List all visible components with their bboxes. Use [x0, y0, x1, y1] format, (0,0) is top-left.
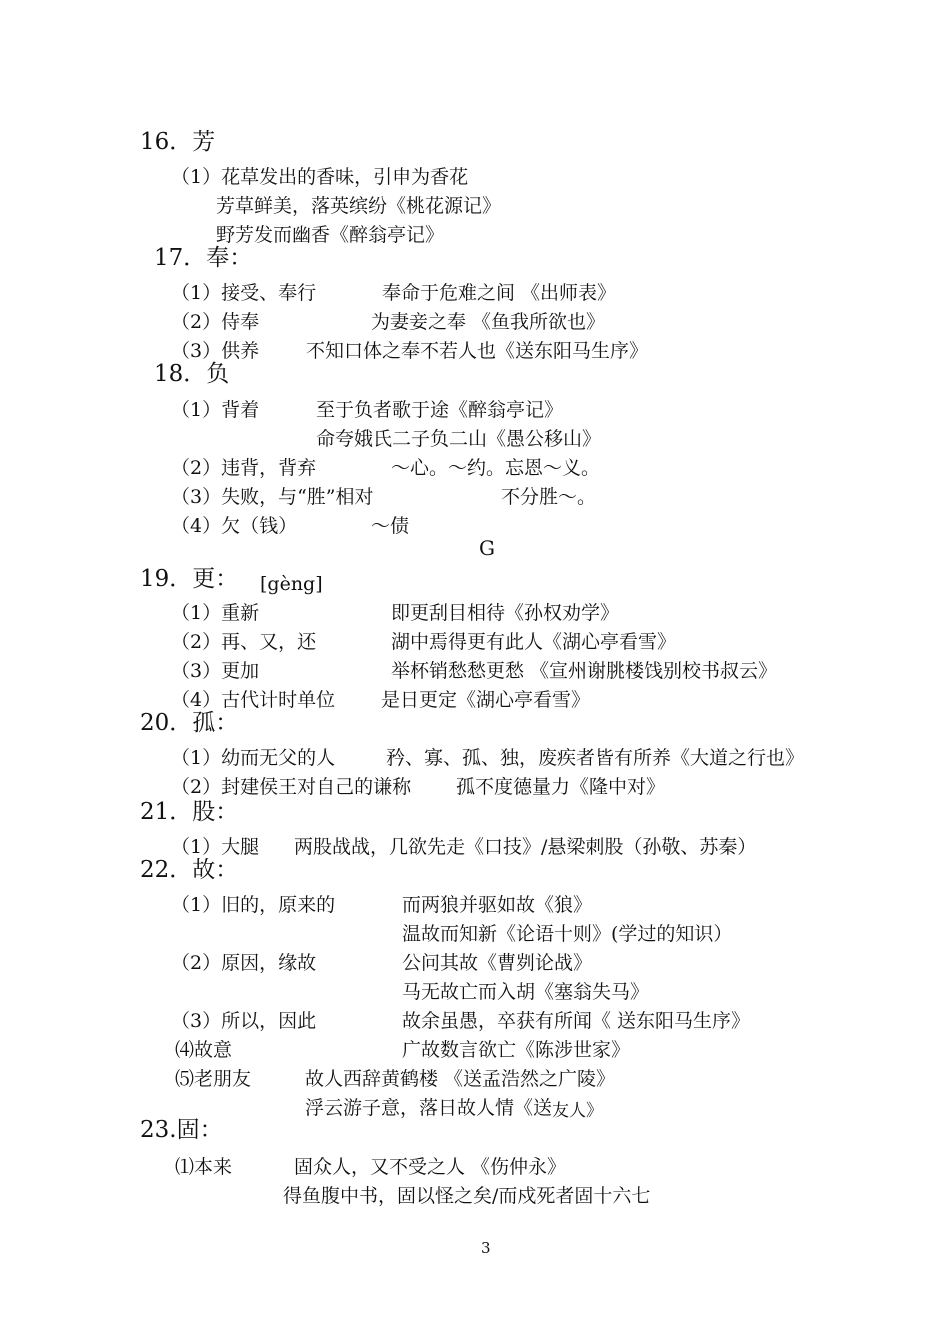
entry-16-heading: 16．芳 — [140, 129, 216, 155]
entry-19-sense-3: （3）更加 — [171, 660, 260, 682]
entry-21-sense-1: （1）大腿 — [171, 836, 260, 858]
entry-23-sense-1: ⑴本来 — [175, 1156, 233, 1178]
entry-19-example: 是日更定《湖心亭看雪》 — [381, 689, 591, 711]
entry-16-example: 芳草鲜美，落英缤纷《桃花源记》 — [216, 195, 502, 217]
entry-22-heading: 22．故： — [140, 857, 239, 883]
entry-18-sense-1: （1）背着 — [171, 399, 260, 421]
entry-22-example: 温故而知新《论语十则》(学过的知识） — [402, 923, 733, 945]
entry-22-example: 而两狼并驱如故《狼》 — [402, 894, 593, 916]
entry-19-example: 举杯销愁愁更愁 《宣州谢朓楼饯别校书叔云》 — [391, 660, 778, 682]
entry-22-example: 广故数言欲亡《陈涉世家》 — [402, 1039, 631, 1061]
page-number: 3 — [481, 1239, 491, 1257]
entry-19-heading: 19．更： — [140, 566, 239, 592]
entry-20-heading: 20．孤： — [140, 710, 239, 736]
entry-23-example: 得鱼腹中书，固以怪之矣/而戍死者固十六七 — [283, 1185, 651, 1207]
entry-17-example: 不知口体之奉不若人也《送东阳马生序》 — [306, 340, 649, 362]
entry-16-example: 野芳发而幽香《醉翁亭记》 — [216, 224, 445, 246]
entry-17-sense-3: （3）供养 — [171, 340, 260, 362]
entry-20-sense-1: （1）幼而无父的人 — [171, 747, 336, 769]
entry-22-sense-2: （2）原因，缘故 — [171, 952, 317, 974]
entry-18-sense-4: （4）欠（钱） — [171, 515, 298, 537]
entry-18-sense-2: （2）违背，背弃 — [171, 457, 317, 479]
entry-22-sense-5: ⑸老朋友 — [175, 1068, 252, 1090]
entry-22-example: 故余虽愚，卒获有所闻《 送东阳马生序》 — [402, 1010, 751, 1032]
entry-22-sense-1: （1）旧的，原来的 — [171, 894, 336, 916]
entry-17-heading: 17．奉： — [154, 245, 253, 271]
entry-19-sense-2: （2）再、又，还 — [171, 631, 317, 653]
entry-19-sense-4: （4）古代计时单位 — [171, 689, 336, 711]
entry-18-sense-3: （3）失败，与“胜”相对 — [171, 486, 374, 508]
entry-18-example: ～债 — [371, 515, 410, 537]
entry-20-example: 矜、寡、孤、独，废疾者皆有所养《大道之行也》 — [386, 747, 805, 769]
entry-22-example: 马无故亡而入胡《塞翁失马》 — [402, 981, 650, 1003]
entry-22-sense-4: ⑷故意 — [175, 1039, 233, 1061]
entry-18-heading: 18．负 — [154, 361, 230, 387]
entry-19-sense-1: （1）重新 — [171, 602, 260, 624]
entry-22-example: 公问其故《曹刿论战》 — [402, 952, 593, 974]
entry-21-heading: 21．股： — [140, 799, 239, 825]
entry-21-example: 两股战战，几欲先走《口技》/悬梁刺股（孙敬、苏秦） — [294, 836, 757, 858]
entry-22-example: 故人西辞黄鹤楼 《送孟浩然之广陵》 — [305, 1068, 616, 1090]
entry-17-example: 为妻妾之奉 《鱼我所欲也》 — [371, 311, 606, 333]
entry-17-sense-1: （1）接受、奉行 — [171, 282, 317, 304]
entry-18-example: ～心。～约。忘恩～义。 — [391, 457, 601, 479]
entry-20-sense-2: （2）封建侯王对自己的谦称 — [171, 776, 412, 798]
entry-18-example: 命夸娥氏二子负二山《愚公移山》 — [316, 428, 602, 450]
entry-18-example: 至于负者歌于途《醉翁亭记》 — [316, 399, 564, 421]
entry-17-sense-2: （2）侍奉 — [171, 311, 260, 333]
entry-19-pinyin: [gèng] — [260, 573, 323, 595]
entry-19-example: 即更刮目相待《孙权劝学》 — [391, 602, 620, 624]
entry-18-example: 不分胜～。 — [501, 486, 597, 508]
entry-22-example-tail: 友人》 — [552, 1101, 604, 1121]
entry-22-sense-3: （3）所以，因此 — [171, 1010, 317, 1032]
entry-19-example: 湖中焉得更有此人《湖心亭看雪》 — [391, 631, 677, 653]
entry-17-example: 奉命于危难之间 《出师表》 — [382, 282, 617, 304]
entry-23-example: 固众人，又不受之人 《伤仲永》 — [294, 1156, 567, 1178]
entry-22-example — [305, 1095, 603, 1122]
section-letter: G — [479, 536, 495, 560]
entry-20-example: 孤不度德量力《隆中对》 — [456, 776, 666, 798]
entry-23-heading: 23.固： — [140, 1117, 223, 1143]
entry-16-sense-1: （1）花草发出的香味，引申为香花 — [171, 166, 469, 188]
entry-22-example-main: 浮云游子意，落日故人情《送 — [305, 1097, 553, 1119]
